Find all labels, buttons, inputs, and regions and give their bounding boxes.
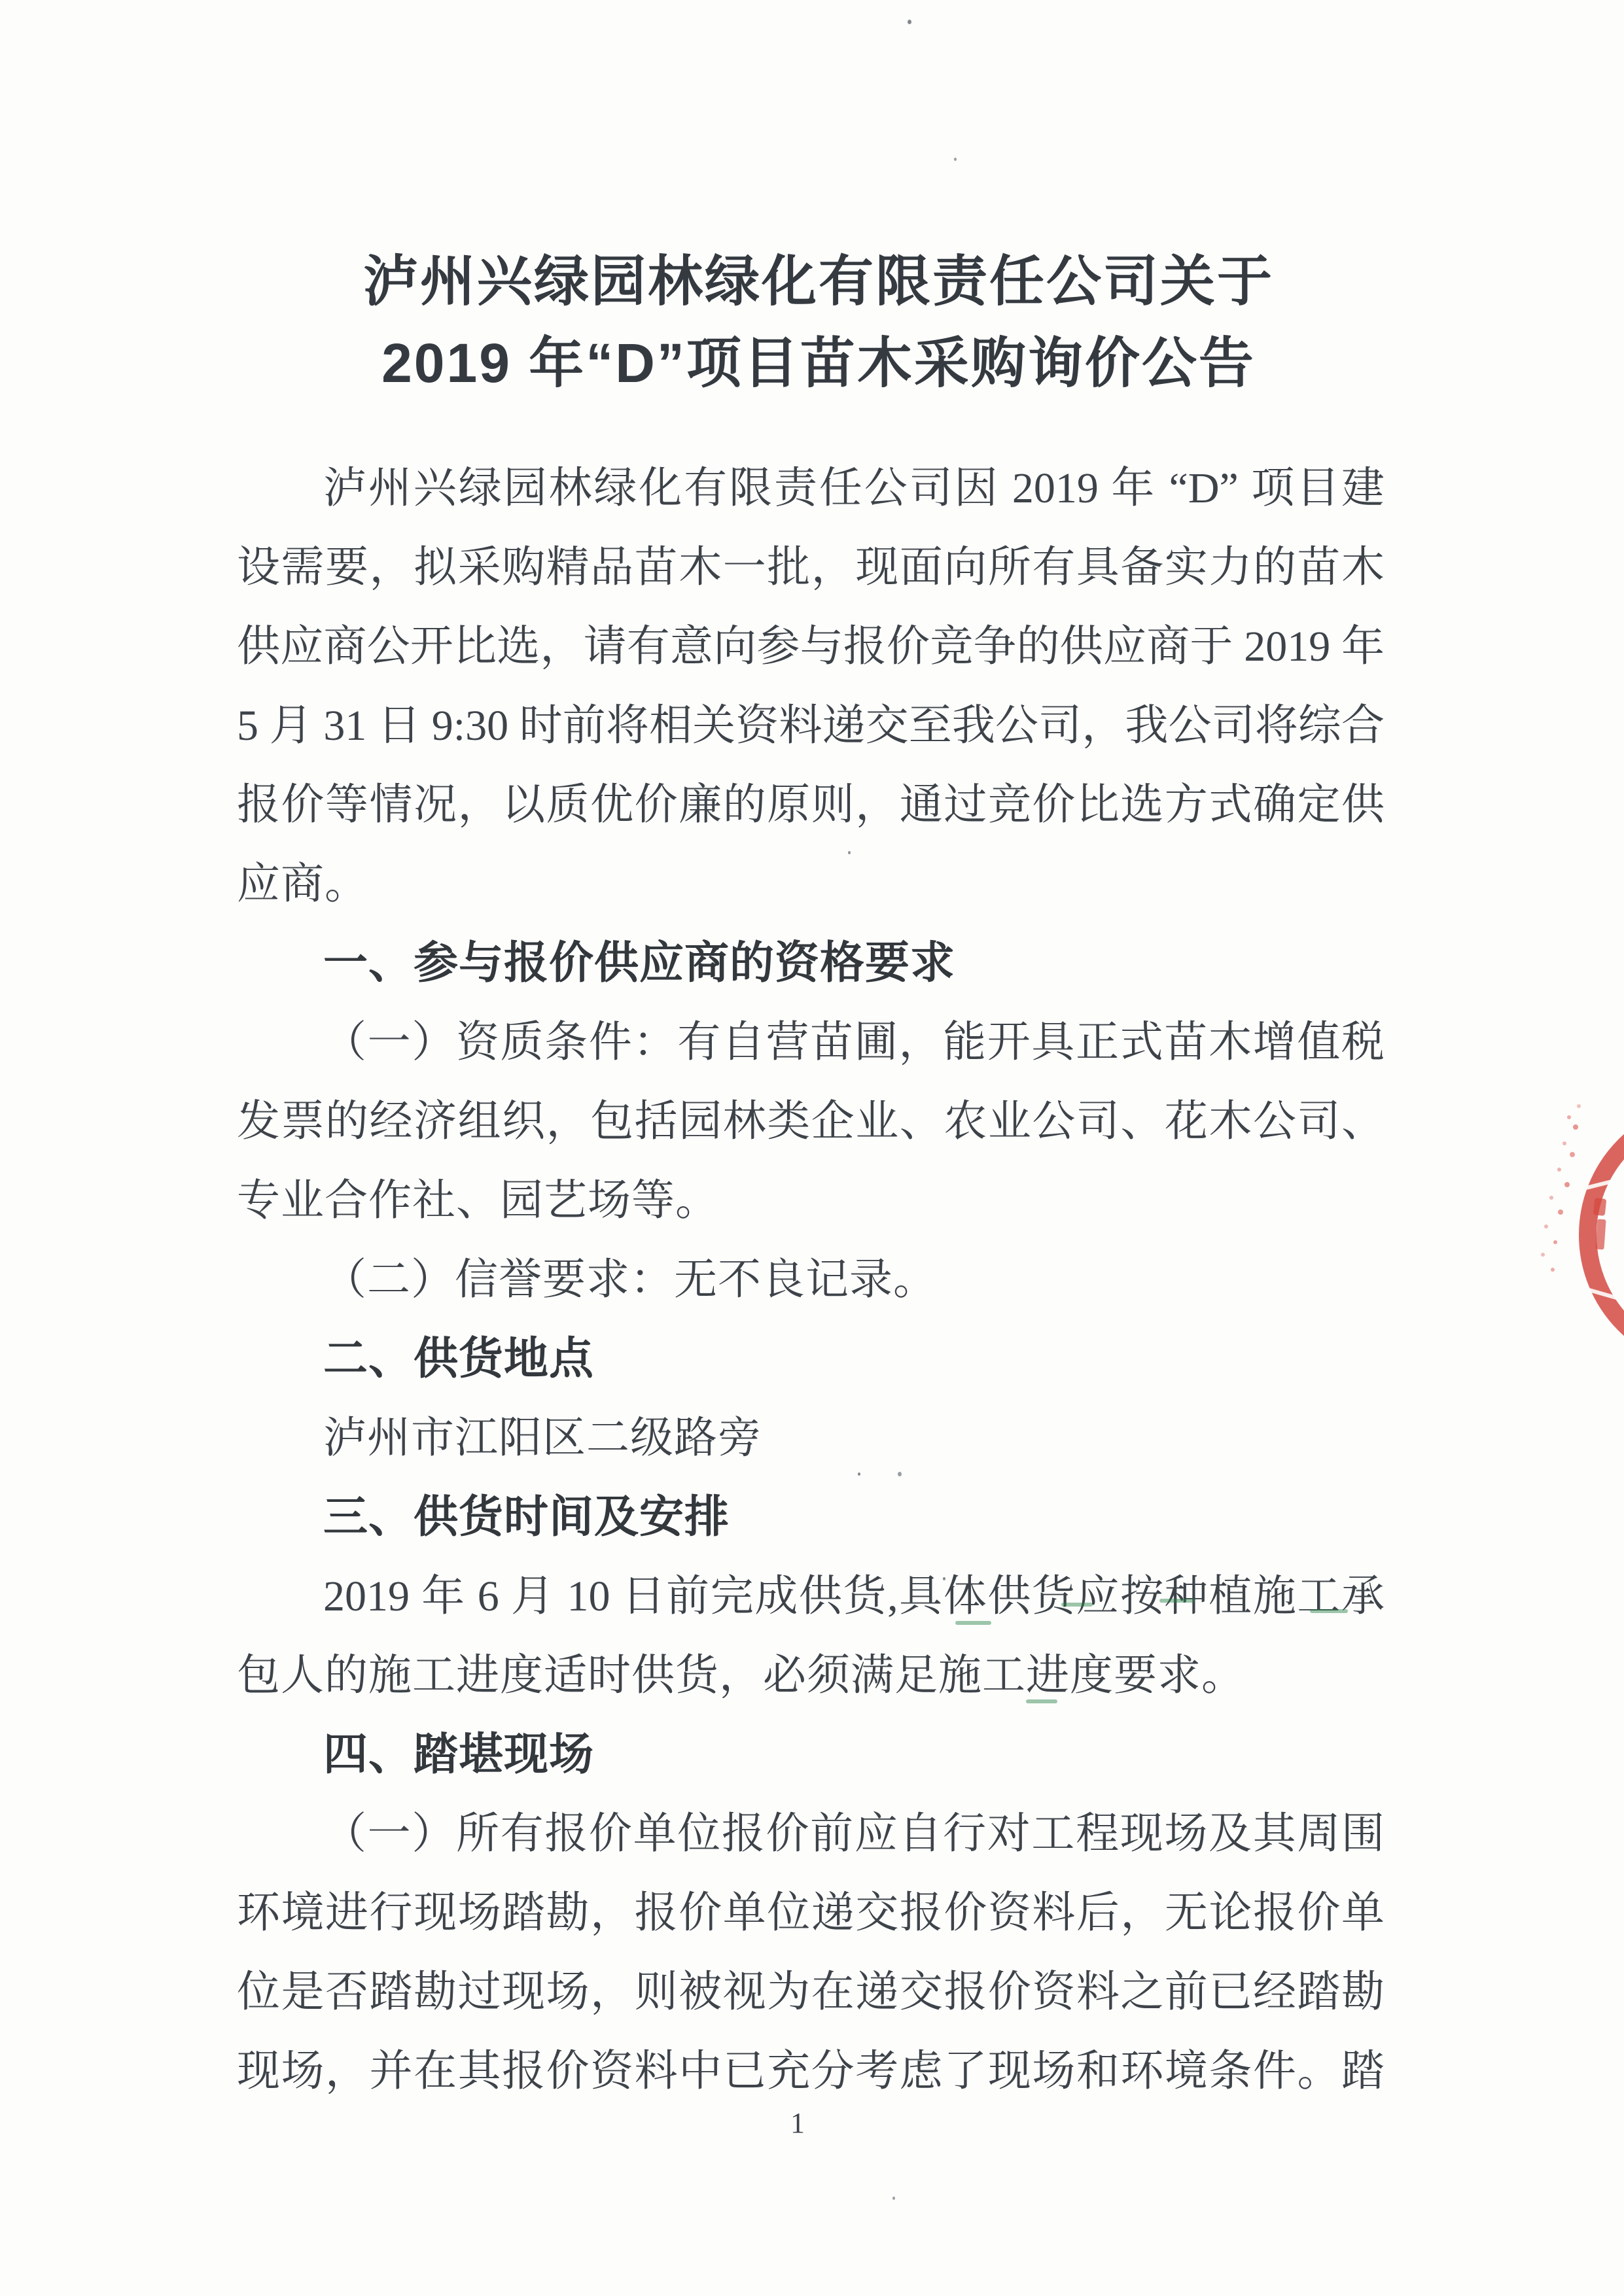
title-line-2: 2019 年“D”项目苗木采购询价公告 (381, 332, 1256, 394)
section-heading: 四、踏堪现场 (323, 1730, 595, 1779)
body-line: 泸州兴绿园林绿化有限责任公司因 2019 年 “D” 项目建 (323, 464, 1385, 512)
body-line: 专业合作社、园艺场等。 (237, 1177, 719, 1225)
section-heading: 三、供货时间及安排 (323, 1492, 730, 1542)
body-line: 包人的施工进度适时供货，必须满足施工进度要求。 (237, 1652, 1245, 1699)
body-line: （一）所有报价单位报价前应自行对工程现场及其周围 (323, 1810, 1385, 1858)
body-line: （一）资质条件：有自营苗圃，能开具正式苗木增值税 (323, 1018, 1385, 1066)
body-line: 设需要，拟采购精品苗木一批，现面向所有具备实力的苗木 (237, 544, 1385, 591)
section-heading: 一、参与报价供应商的资格要求 (323, 938, 956, 988)
body-line: 供应商公开比选，请有意向参与报价竞争的供应商于 2019 年 (237, 623, 1385, 670)
body-line: 泸州市江阳区二级路旁 (323, 1414, 762, 1462)
red-stamp-inner-mark (1593, 1198, 1607, 1216)
body-line: 现场，并在其报价资料中已充分考虑了现场和环境条件。踏 (237, 2047, 1385, 2095)
red-stamp-speckles (1538, 1112, 1542, 1116)
body-line: （二）信誉要求：无不良记录。 (323, 1256, 937, 1304)
page-number: 1 (790, 2107, 805, 2139)
body-line: 报价等情况，以质优价廉的原则，通过竞价比选方式确定供 (237, 781, 1385, 829)
body-line: 发票的经济组织，包括园林类企业、农业公司、花木公司、 (237, 1098, 1385, 1145)
document-body (237, 449, 1385, 2111)
body-line: 2019 年 6 月 10 日前完成供货,具体供货应按种植施工承 (323, 1573, 1385, 1620)
document-title (7, 241, 1624, 404)
title-line-1: 泸州兴绿园林绿化有限责任公司关于 (362, 251, 1274, 313)
section-heading: 二、供货地点 (323, 1334, 595, 1383)
body-line: 应商。 (237, 860, 368, 908)
body-line: 环境进行现场踏勘，报价单位递交报价资料后，无论报价单 (237, 1889, 1385, 1937)
scan-speck-dots (851, 5, 855, 10)
body-line: 位是否踏勘过现场，则被视为在递交报价资料之前已经踏勘 (237, 1968, 1385, 2016)
body-line: 5 月 31 日 9:30 时前将相关资料递交至我公司，我公司将综合 (237, 702, 1385, 750)
